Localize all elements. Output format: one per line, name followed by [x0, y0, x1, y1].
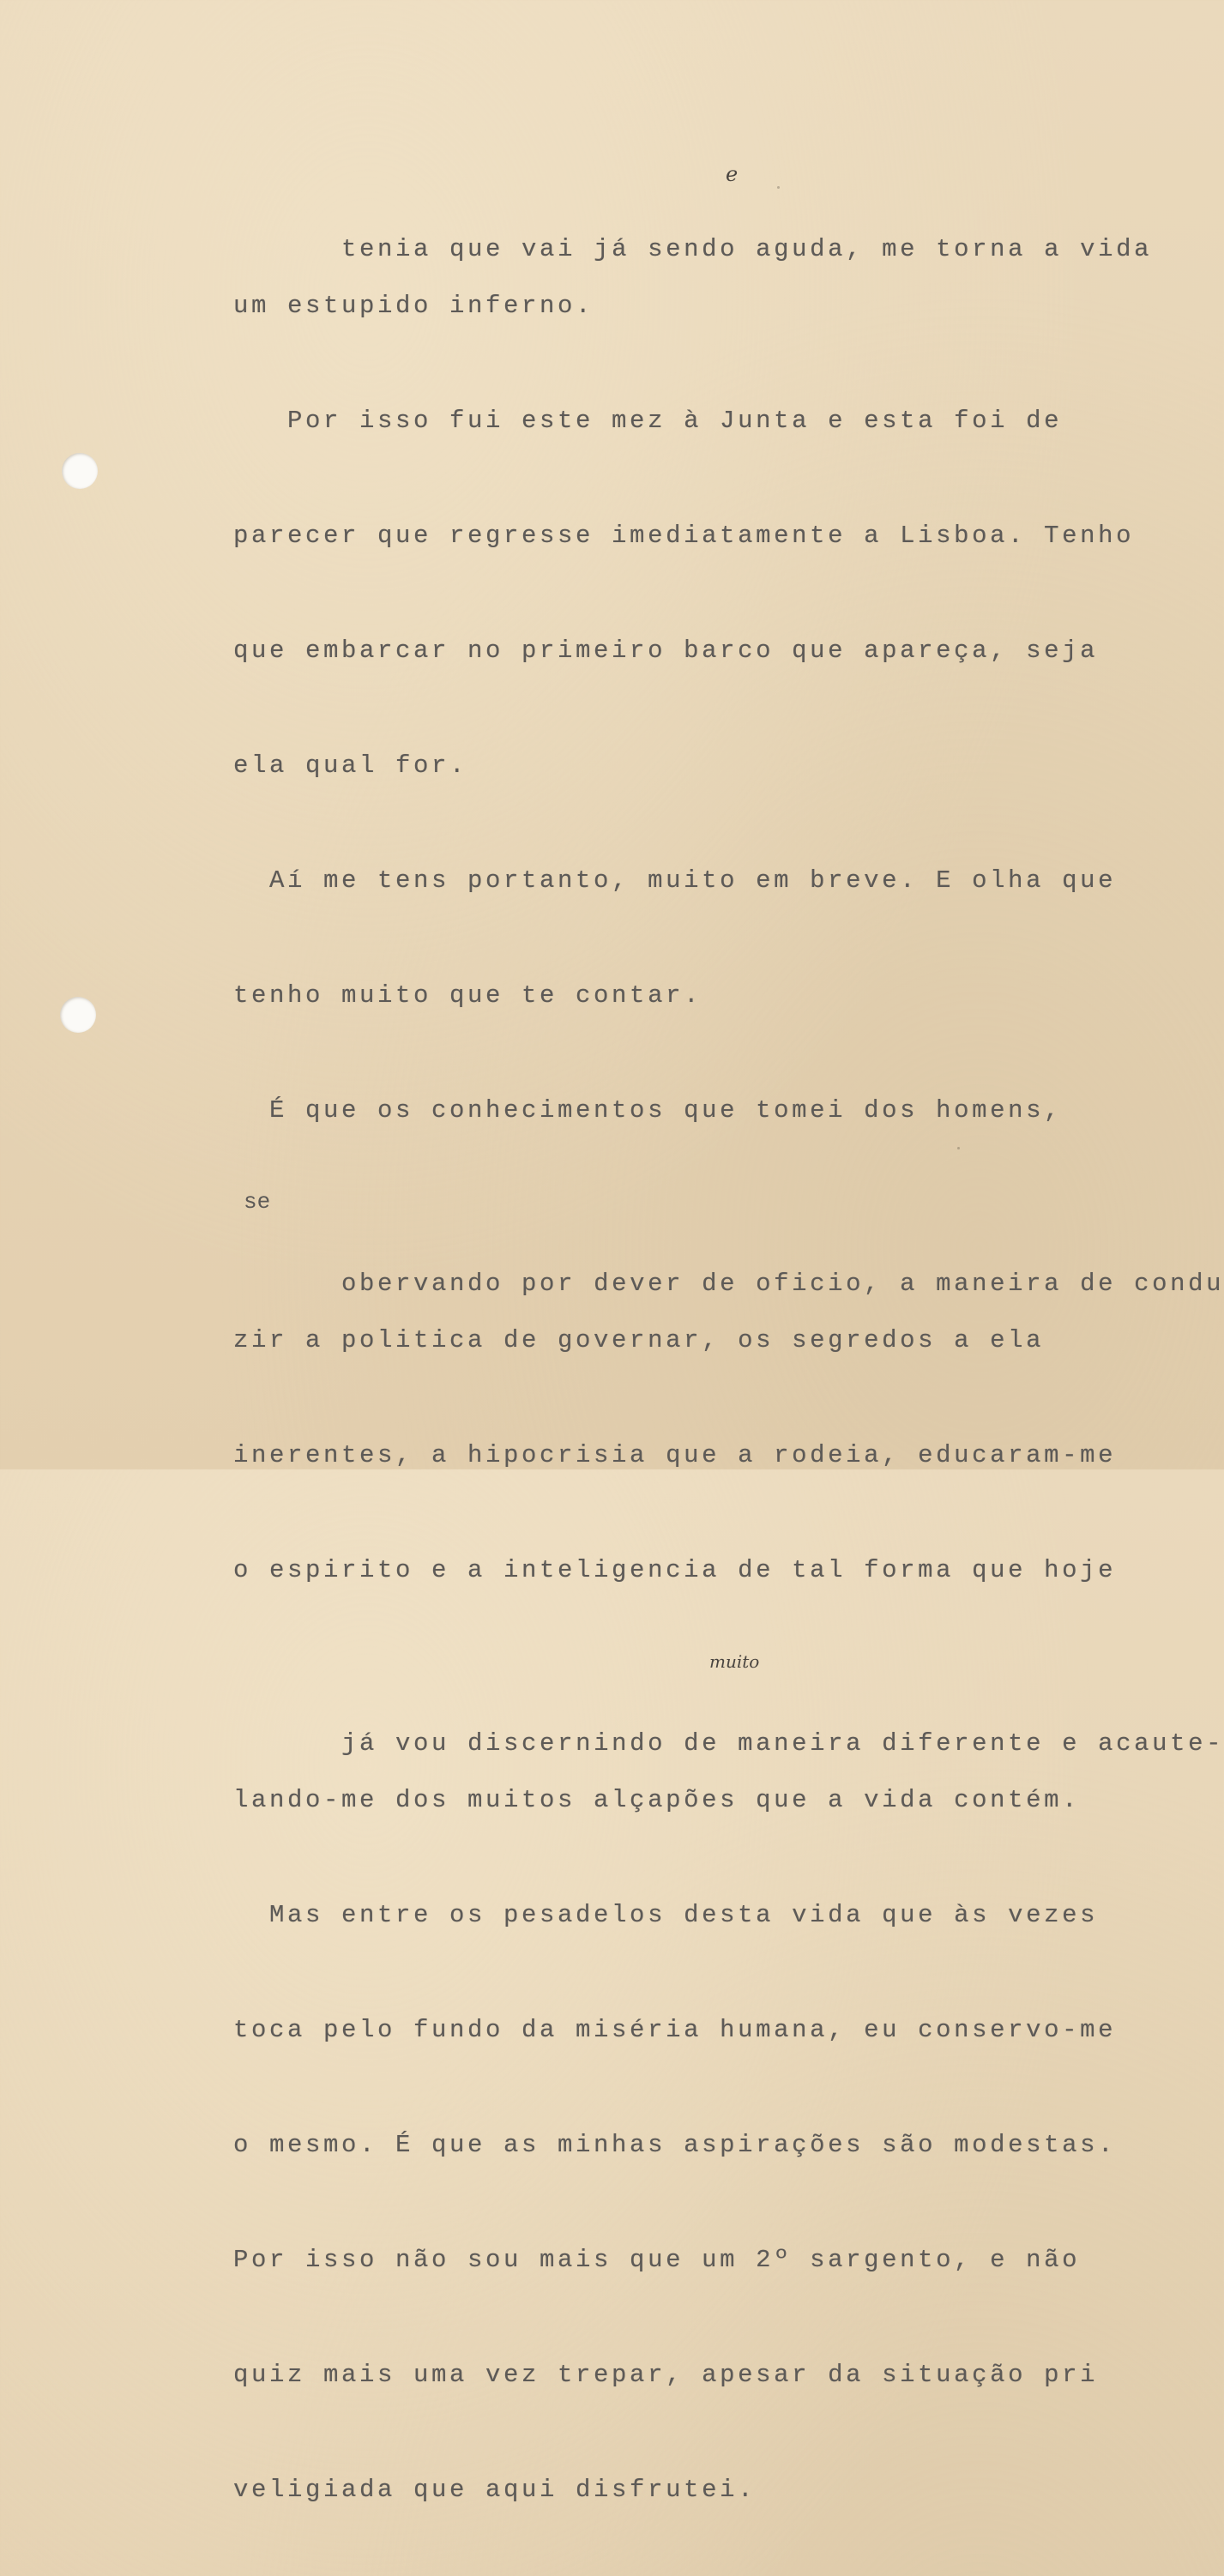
text-line: [233, 1189, 1224, 1298]
text-line: [233, 162, 1153, 263]
line-text: obervando por dever de oficio, a maneira de condu: [341, 1270, 1224, 1298]
line-text: que embarcar no primeiro barco que apareça, seja: [233, 636, 1099, 665]
text-line: [233, 1312, 1087, 1370]
line-text: lando-me dos muitos alçapões que a vida contém.: [233, 1786, 1081, 1814]
punch-hole-top: [62, 453, 98, 489]
line-text: já vou discernindo de maneira diferente e acaute-: [341, 1729, 1224, 1758]
text-line: [233, 1541, 1117, 1600]
line-text: Aí me tens portanto, muito em breve. E olha que: [233, 866, 1117, 895]
punch-hole-bottom: [60, 997, 96, 1033]
line-text: parecer que regresse imediatamente a Lisboa. Tenho: [233, 522, 1135, 550]
text-line: [233, 737, 1087, 795]
text-line: [233, 1651, 1224, 1758]
line-text: tenho muito que te contar.: [233, 981, 702, 1010]
handwritten-e-insertion: e: [726, 162, 739, 186]
typed-se-insertion: se: [244, 1189, 271, 1215]
line-text: veligiada que aqui disfrutei.: [233, 2476, 757, 2504]
text-line: [233, 2001, 1117, 2060]
line-text: um estupido inferno.: [233, 292, 594, 320]
letter-body: [233, 106, 1224, 2576]
handwritten-muito-insertion: muito: [709, 1651, 760, 1672]
line-text: o espirito e a inteligencia de tal forma que hoje: [233, 1556, 1117, 1584]
text-line: [233, 2461, 1087, 2519]
text-line: [233, 277, 1087, 335]
line-text: o mesmo. É que as minhas aspirações são modestas.: [233, 2131, 1117, 2159]
line-text: toca pelo fundo da miséria humana, eu conservo-me: [233, 2016, 1117, 2044]
line-text: Por isso fui este mez à Junta e esta foi de: [233, 407, 1063, 435]
text-line: [233, 392, 1087, 450]
text-line: [233, 1082, 1087, 1140]
line-text: tenia que vai já sendo aguda, me torna a vida: [341, 235, 1153, 263]
line-text: inerentes, a hipocrisia que a rodeia, educaram-me: [233, 1441, 1117, 1469]
line-text: ela qual for.: [233, 751, 468, 780]
text-line: [233, 967, 1087, 1025]
text-line: [233, 1771, 1087, 1830]
text-line: [233, 2346, 1099, 2404]
text-line: [233, 2116, 1117, 2175]
line-text: zir a politica de governar, os segredos a ela: [233, 1326, 1045, 1354]
line-text: quiz mais uma vez trepar, apesar da situação pri: [233, 2361, 1099, 2389]
text-line: [233, 852, 1117, 910]
text-line: [233, 1886, 1099, 1945]
line-text: É que os conhecimentos que tomei dos homens,: [233, 1096, 1063, 1125]
text-line: [233, 2231, 1087, 2289]
text-line: [233, 507, 1135, 565]
line-text: Mas entre os pesadelos desta vida que às vezes: [233, 1901, 1099, 1929]
text-line: [233, 622, 1099, 680]
line-text: Por isso não sou mais que um 2º sargento, e não: [233, 2246, 1081, 2274]
text-line: [233, 1427, 1117, 1485]
